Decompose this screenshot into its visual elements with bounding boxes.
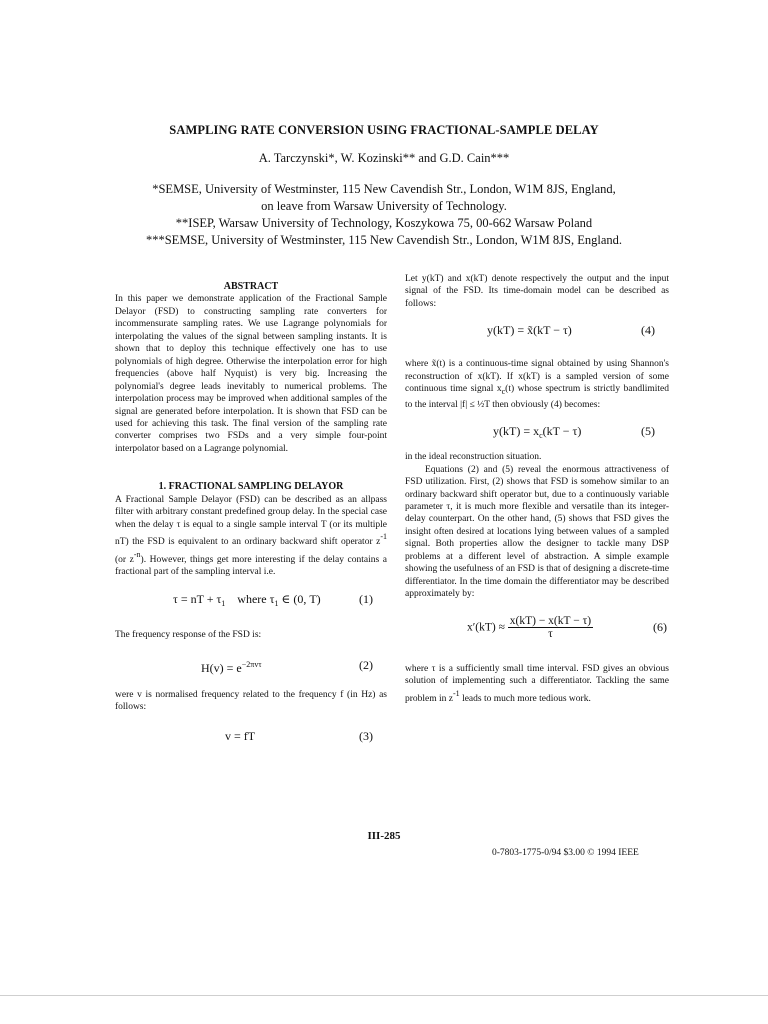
text-run: where x̃(t) is a continuous-time signal obtained by using Shannon's reconstruction of x(kT). If x(kT) is a sampled version of some continuous time signal x <box>405 359 669 395</box>
affiliation-line: *SEMSE, University of Westminster, 115 New Cavendish Str., London, W1M 8JS, England, <box>152 182 616 196</box>
paper-authors: A. Tarczynski*, W. Kozinski** and G.D. Cain*** <box>258 151 510 165</box>
text-run: H(v) = e <box>201 660 242 675</box>
equation-6 <box>405 601 669 663</box>
text-run: (t) whose spectrum is strictly bandlimited to the interval |f| ≤ ½T then obviously (4) becomes: <box>405 384 669 410</box>
equation-2-number: (2) <box>359 657 373 672</box>
subscript: 1 <box>221 598 226 608</box>
equation-4 <box>405 310 669 354</box>
frequency-paragraph: The frequency response of the FSD is: <box>115 629 262 640</box>
text-run: ∈ (0, T) <box>278 591 321 606</box>
scan-edge-line <box>0 995 768 996</box>
equation-6-lhs: x′(kT) ≈ <box>467 621 505 634</box>
equation-6-expression <box>467 615 593 641</box>
subscript: 1 <box>274 598 279 608</box>
section-1-heading: 1. FRACTIONAL SAMPLING DELAYOR <box>158 481 344 493</box>
text-run: A Fractional Sample Delayor (FSD) can be described as an allpass filter with arbitrary constant predefined group delay. In the special case when the delay τ is equal to a single sample interval T (or its multiple nT) the FSD is equivalent to an ordinary backward shift operator z <box>115 494 387 548</box>
shannon-paragraph <box>405 358 669 411</box>
fraction-denominator: τ <box>548 628 553 641</box>
page-number: III-285 <box>367 830 401 842</box>
affiliation-line: **ISEP, Warsaw University of Technology, Koszykowa 75, 00-662 Warsaw Poland <box>175 216 593 230</box>
text-run: (or z <box>115 554 134 565</box>
equation-3-expression: v = fT <box>225 728 256 743</box>
equation-3-number: (3) <box>359 728 373 743</box>
paper-title: SAMPLING RATE CONVERSION USING FRACTIONAL-SAMPLE DELAY <box>169 123 599 137</box>
text-run: τ = nT + τ <box>173 591 222 606</box>
equation-3 <box>115 714 387 754</box>
equation-5-number: (5) <box>641 424 655 439</box>
superscript: −2πvτ <box>241 659 262 669</box>
normalised-frequency-paragraph: were v is normalised frequency related to the frequency f (in Hz) as follows: <box>115 689 387 713</box>
equation-6-fraction <box>508 615 593 641</box>
text-run: (kT − τ) <box>542 424 582 439</box>
superscript: -1 <box>380 532 387 542</box>
equation-5 <box>405 411 669 451</box>
superscript: -1 <box>453 688 460 698</box>
differentiator-paragraph <box>405 663 669 705</box>
equation-4-number: (4) <box>641 323 655 338</box>
superscript: -n <box>133 549 141 559</box>
equation-1 <box>115 579 387 619</box>
affiliation-line: on leave from Warsaw University of Technology. <box>261 199 507 213</box>
abstract-text: In this paper we demonstrate application of the Fractional Sample Delayor (FSD) to constructing sampling rate converters for incommensurate sampling rates. We use Lagrange polynomials for interpolating the values of the signal between sampling instants. It is shown that to deploy this technique effectively one has to use polynomials of high degree. Otherwise the interpolation error for high frequencies (above half Nyquist) is very big. Increasing the polynomial's degree leads inevitably to numerical problems. The interpolation process may be improved when additional samples of the signal are generated before interpolation. It is shown that FSD can be used for achieving this task. The final version of the sampling rate converter comprises two FSDs and a very simple four-point interpolator based on a Lagrange polynomial. <box>115 294 387 454</box>
equation-2 <box>115 641 387 683</box>
affiliations <box>0 181 768 249</box>
subscript: c <box>539 431 543 441</box>
text-run: where τ <box>225 591 275 606</box>
equations-paragraph: Equations (2) and (5) reveal the enormous attractiveness of FSD utilization. First, (2) shows that FSD is somehow similar to an ordinary backward shift operator but, due to a continuously variable parameter τ, it is much more flexible and versatile than its integer-delay counterpart. On the other hand, (5) shows that FSD gives the insight often desired at locations lying between values of a sampled signal. Both properties allow the designer to tackle many DSP problems at a different level of abstraction. A simple example showing the usefulness of an FSD is that of designing a discrete-time differentiator. In the time domain the differentiator may be described approximately by: <box>405 464 669 600</box>
text-run: ). However, things get more interesting if the delay contains a fractional part of the sampling interval i.e. <box>115 554 387 578</box>
affiliation-line: ***SEMSE, University of Westminster, 115 New Cavendish Str., London, W1M 8JS, England. <box>145 233 623 247</box>
copyright-notice: 0-7803-1775-0/94 $3.00 © 1994 IEEE <box>492 848 639 858</box>
equation-4-expression: y(kT) = x̃(kT − τ) <box>487 323 572 338</box>
fraction-numerator: x(kT) − x(kT − τ) <box>509 614 592 627</box>
section-1-paragraph <box>115 494 387 579</box>
abstract-heading: ABSTRACT <box>223 281 279 292</box>
left-column <box>115 281 387 754</box>
subscript: c <box>501 387 506 397</box>
equation-1-expression <box>173 593 321 610</box>
text-run: y(kT) = x <box>493 424 540 439</box>
fsd-model-paragraph: Let y(kT) and x(kT) denote respectively the output and the input signal of the FSD. Its time-domain model can be described as follows: <box>405 274 669 309</box>
right-column <box>405 273 669 705</box>
text-run: leads to much more tedious work. <box>459 693 591 704</box>
equation-2-expression <box>201 659 262 674</box>
ideal-reconstruction-line: in the ideal reconstruction situation. <box>405 452 542 463</box>
equation-6-number: (6) <box>653 619 667 634</box>
equation-1-number: (1) <box>359 591 373 606</box>
equation-5-expression <box>493 425 581 442</box>
text-run: where τ is a sufficiently small time interval. FSD gives an obvious solution of implementing such a differentiator. Tackling the same problem in z <box>405 663 669 704</box>
